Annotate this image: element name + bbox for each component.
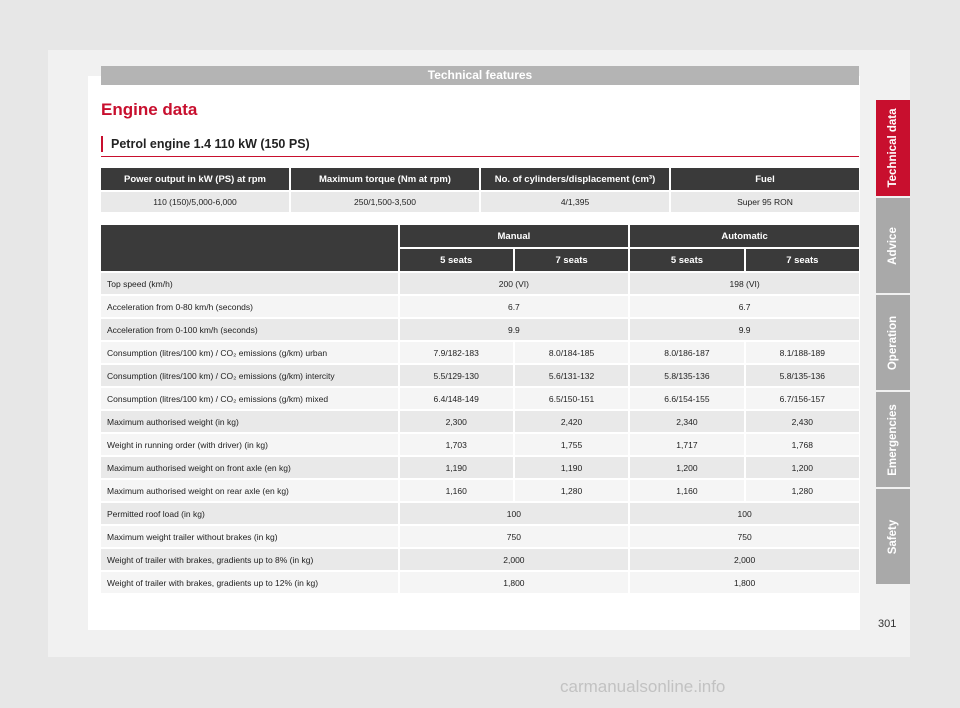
- tab-operation[interactable]: [876, 295, 910, 390]
- table-cell-manual: 2,000: [400, 549, 629, 570]
- table-row: [101, 296, 859, 317]
- row-label: Permitted roof load (in kg): [101, 503, 398, 524]
- table-cell-automatic: 2,000: [630, 549, 859, 570]
- table-cell: 5.5/129-130: [400, 365, 513, 386]
- tab-advice[interactable]: [876, 198, 910, 293]
- spec-header: No. of cylinders/displacement (cm³): [481, 168, 669, 190]
- section-bar: Technical features: [101, 66, 859, 85]
- table-row: [101, 480, 859, 501]
- row-label: Top speed (km/h): [101, 273, 398, 294]
- table-cell: 1,717: [630, 434, 743, 455]
- table-cell: 1,160: [630, 480, 743, 501]
- table-row: [101, 273, 859, 294]
- table-cell: 1,200: [630, 457, 743, 478]
- table-row: [101, 526, 859, 547]
- seats-header: 7 seats: [746, 249, 859, 271]
- row-label: Maximum authorised weight (in kg): [101, 411, 398, 432]
- table-cell: 8.0/184-185: [515, 342, 628, 363]
- spec-header: Fuel: [671, 168, 859, 190]
- spec-value: 110 (150)/5,000-6,000: [101, 192, 289, 212]
- table-cell: 6.7/156-157: [746, 388, 859, 409]
- tab-technical-data[interactable]: [876, 100, 910, 196]
- table-cell: 6.5/150-151: [515, 388, 628, 409]
- table-cell-manual: 1,800: [400, 572, 629, 593]
- table-cell: 1,190: [400, 457, 513, 478]
- table-cell-automatic: 198 (VI): [630, 273, 859, 294]
- table-cell-automatic: 6.7: [630, 296, 859, 317]
- corner-header: [101, 225, 398, 271]
- table-row: [101, 434, 859, 455]
- spec-header: Maximum torque (Nm at rpm): [291, 168, 479, 190]
- table-row: [101, 319, 859, 340]
- table-cell: 2,340: [630, 411, 743, 432]
- table-cell: 5.8/135-136: [630, 365, 743, 386]
- spec-value: Super 95 RON: [671, 192, 859, 212]
- table-row: [101, 503, 859, 524]
- table-cell-manual: 6.7: [400, 296, 629, 317]
- table-cell: 8.1/188-189: [746, 342, 859, 363]
- table-cell-manual: 100: [400, 503, 629, 524]
- table-row: [101, 549, 859, 570]
- row-label: Weight of trailer with brakes, gradients up to 12% (in kg): [101, 572, 398, 593]
- row-label: Weight of trailer with brakes, gradients up to 8% (in kg): [101, 549, 398, 570]
- performance-table-body: [101, 273, 859, 593]
- table-row: [101, 572, 859, 593]
- table-cell-manual: 200 (VI): [400, 273, 629, 294]
- group-header-manual: Manual: [400, 225, 629, 247]
- table-cell: 1,768: [746, 434, 859, 455]
- table-cell: 1,200: [746, 457, 859, 478]
- title-divider: [101, 156, 859, 157]
- table-cell: 5.8/135-136: [746, 365, 859, 386]
- spec-header: Power output in kW (PS) at rpm: [101, 168, 289, 190]
- table-cell: 8.0/186-187: [630, 342, 743, 363]
- row-label: Maximum weight trailer without brakes (in kg): [101, 526, 398, 547]
- table-cell: 1,280: [515, 480, 628, 501]
- row-label: Maximum authorised weight on front axle (en kg): [101, 457, 398, 478]
- spec-value: 250/1,500-3,500: [291, 192, 479, 212]
- tab-label: Advice: [887, 226, 899, 265]
- table-cell-manual: 750: [400, 526, 629, 547]
- table-row: [101, 342, 859, 363]
- tab-label: Technical data: [887, 108, 899, 188]
- tab-label: Safety: [887, 519, 899, 554]
- seats-header: 5 seats: [400, 249, 513, 271]
- row-label: Weight in running order (with driver) (in kg): [101, 434, 398, 455]
- table-cell: 1,190: [515, 457, 628, 478]
- group-header-automatic: Automatic: [630, 225, 859, 247]
- table-cell-automatic: 1,800: [630, 572, 859, 593]
- table-cell: 5.6/131-132: [515, 365, 628, 386]
- table-row: [101, 411, 859, 432]
- engine-spec-table: [99, 166, 861, 214]
- tab-label: Emergencies: [887, 403, 899, 476]
- table-cell-automatic: 9.9: [630, 319, 859, 340]
- tab-label: Operation: [887, 315, 899, 370]
- row-label: Acceleration from 0-100 km/h (seconds): [101, 319, 398, 340]
- table-cell-automatic: 100: [630, 503, 859, 524]
- table-row: [101, 388, 859, 409]
- table-row: [101, 457, 859, 478]
- row-label: Consumption (litres/100 km) / CO₂ emissions (g/km) intercity: [101, 365, 398, 386]
- engine-subtitle: Petrol engine 1.4 110 kW (150 PS): [101, 136, 310, 152]
- table-cell: 7.9/182-183: [400, 342, 513, 363]
- table-cell: 6.4/148-149: [400, 388, 513, 409]
- page-number: 301: [878, 618, 897, 630]
- table-cell: 6.6/154-155: [630, 388, 743, 409]
- table-cell-manual: 9.9: [400, 319, 629, 340]
- row-label: Acceleration from 0-80 km/h (seconds): [101, 296, 398, 317]
- tab-emergencies[interactable]: [876, 392, 910, 487]
- performance-table: [99, 223, 861, 595]
- seats-header: 7 seats: [515, 249, 628, 271]
- row-label: Consumption (litres/100 km) / CO₂ emissions (g/km) mixed: [101, 388, 398, 409]
- table-cell: 1,280: [746, 480, 859, 501]
- tab-safety[interactable]: [876, 489, 910, 584]
- table-cell: 2,430: [746, 411, 859, 432]
- page-title: Engine data: [101, 100, 198, 119]
- table-row: [101, 365, 859, 386]
- table-cell: 2,420: [515, 411, 628, 432]
- watermark: carmanualsonline.info: [560, 677, 726, 696]
- table-cell: 2,300: [400, 411, 513, 432]
- seats-header: 5 seats: [630, 249, 743, 271]
- row-label: Consumption (litres/100 km) / CO₂ emissions (g/km) urban: [101, 342, 398, 363]
- row-label: Maximum authorised weight on rear axle (en kg): [101, 480, 398, 501]
- spec-value: 4/1,395: [481, 192, 669, 212]
- table-cell-automatic: 750: [630, 526, 859, 547]
- table-cell: 1,160: [400, 480, 513, 501]
- table-cell: 1,755: [515, 434, 628, 455]
- table-cell: 1,703: [400, 434, 513, 455]
